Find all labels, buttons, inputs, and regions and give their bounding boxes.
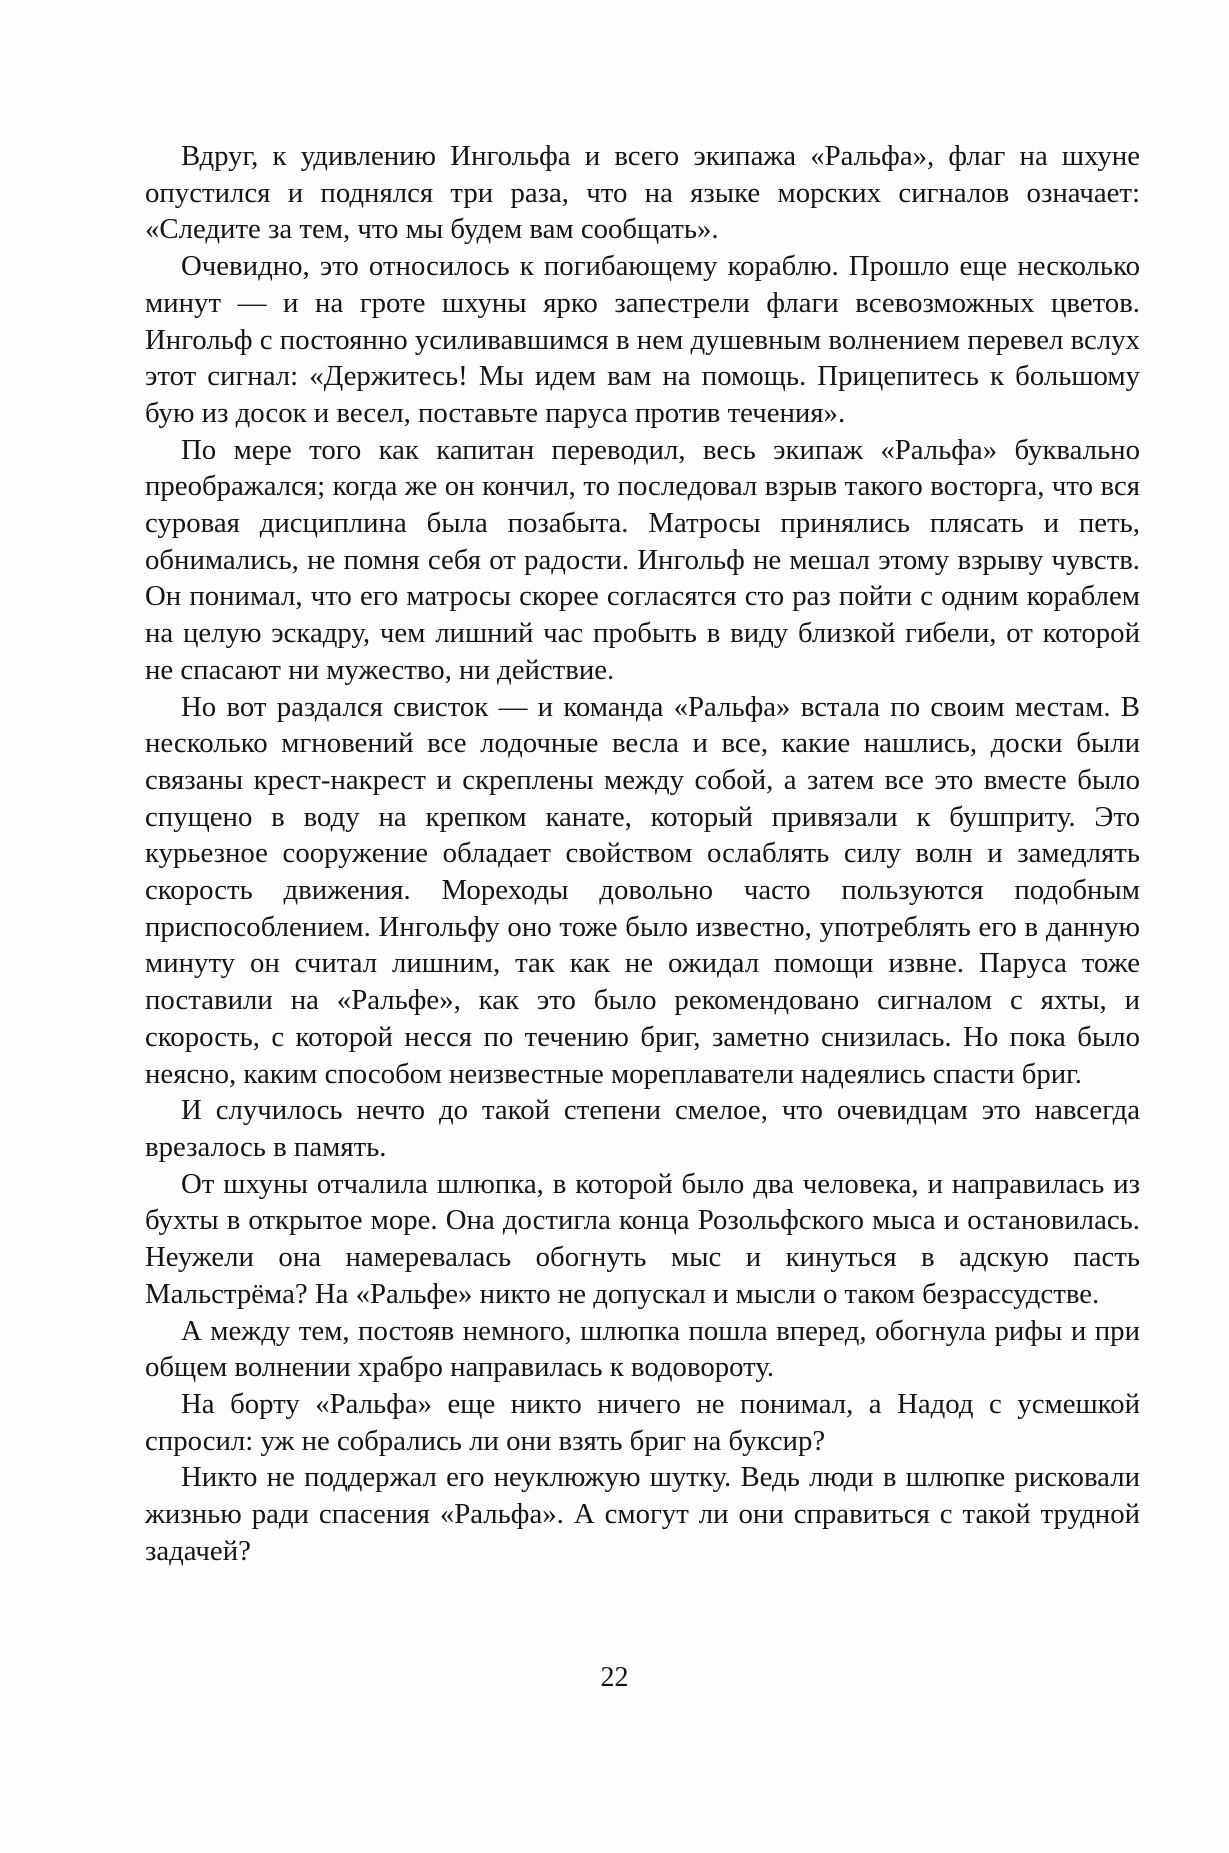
paragraph: Никто не поддержал его неуклюжую шутку. Ведь люди в шлюпке рисковали жизнью ради спасения «Ральфа». А смогут ли они справиться с такой трудной задачей? <box>145 1461 1140 1567</box>
paragraph: Очевидно, это относилось к погибающему кораблю. Прошло еще несколько минут — и на гроте шхуны ярко запестрели флаги всевозможных цветов. Ингольф с постоянно усиливавшимся в нем душевным волнением перевел вслух этот сигнал: «Держитесь! Мы идем вам на помощь. Прицепитесь к большому бую из досок и весел, поставьте паруса против течения». <box>145 250 1140 429</box>
paragraph: Вдруг, к удивлению Ингольфа и всего экипажа «Ральфа», флаг на шхуне опустился и поднялся три раза, что на языке морских сигналов означает: «Следите за тем, что мы будем вам сообщать». <box>145 140 1140 246</box>
page-number: 22 <box>600 1662 629 1693</box>
paragraph: А между тем, постояв немного, шлюпка пошла вперед, обогнула рифы и при общем волнении храбро направилась к водовороту. <box>145 1314 1140 1384</box>
paragraph: На борту «Ральфа» еще никто ничего не понимал, а Надод с усмешкой спросил: уж не собрались ли они взять бриг на буксир? <box>145 1387 1140 1457</box>
paragraph: И случилось нечто до такой степени смелое, что очевидцам это навсегда врезалось в память. <box>145 1094 1140 1163</box>
body-text <box>145 138 1140 1569</box>
paragraph: По мере того как капитан переводил, весь экипаж «Ральфа» буквально преображался; когда же он кончил, то последовал взрыв такого восторга, что вся суровая дисциплина была позабыта. Матросы принялись плясать и петь, обнимались, не помня себя от радости. Ингольф не мешал этому взрыву чувств. Он понимал, что его матросы скорее согласятся сто раз пойти с одним кораблем на целую эскадру, чем лишний час пробыть в виду близкой гибели, от которой не спасают ни мужество, ни действие. <box>145 433 1140 686</box>
paragraph: От шхуны отчалила шлюпка, в которой было два человека, и направилась из бухты в открытое море. Она достигла конца Розольфского мыса и остановилась. Неужели она намеревалась обогнуть мыс и кинуться в адскую пасть Мальстрёма? На «Ральфе» никто не допускал и мысли о таком безрассудстве. <box>145 1167 1140 1310</box>
paragraph: Но вот раздался свисток — и команда «Ральфа» встала по своим местам. В несколько мгновений все лодочные весла и все, какие нашлись, доски были связаны крест-накрест и скреплены между собой, а затем все это вместе было спущено в воду на крепком канате, который привязали к бушприту. Это курьезное сооружение обладает свойством ослаблять силу волн и замедлять скорость движения. Мореходы довольно часто пользуются подобным приспособлением. Ингольфу оно тоже было известно, употреблять его в данную минуту он считал лишним, так как не ожидал помощи извне. Паруса тоже поставили на «Ральфе», как это было рекомендовано сигналом с яхты, и скорость, с которой несся по течению бриг, заметно снизилась. Но пока было неясно, каким способом неизвестные мореплаватели надеялись спасти бриг. <box>145 690 1140 1090</box>
